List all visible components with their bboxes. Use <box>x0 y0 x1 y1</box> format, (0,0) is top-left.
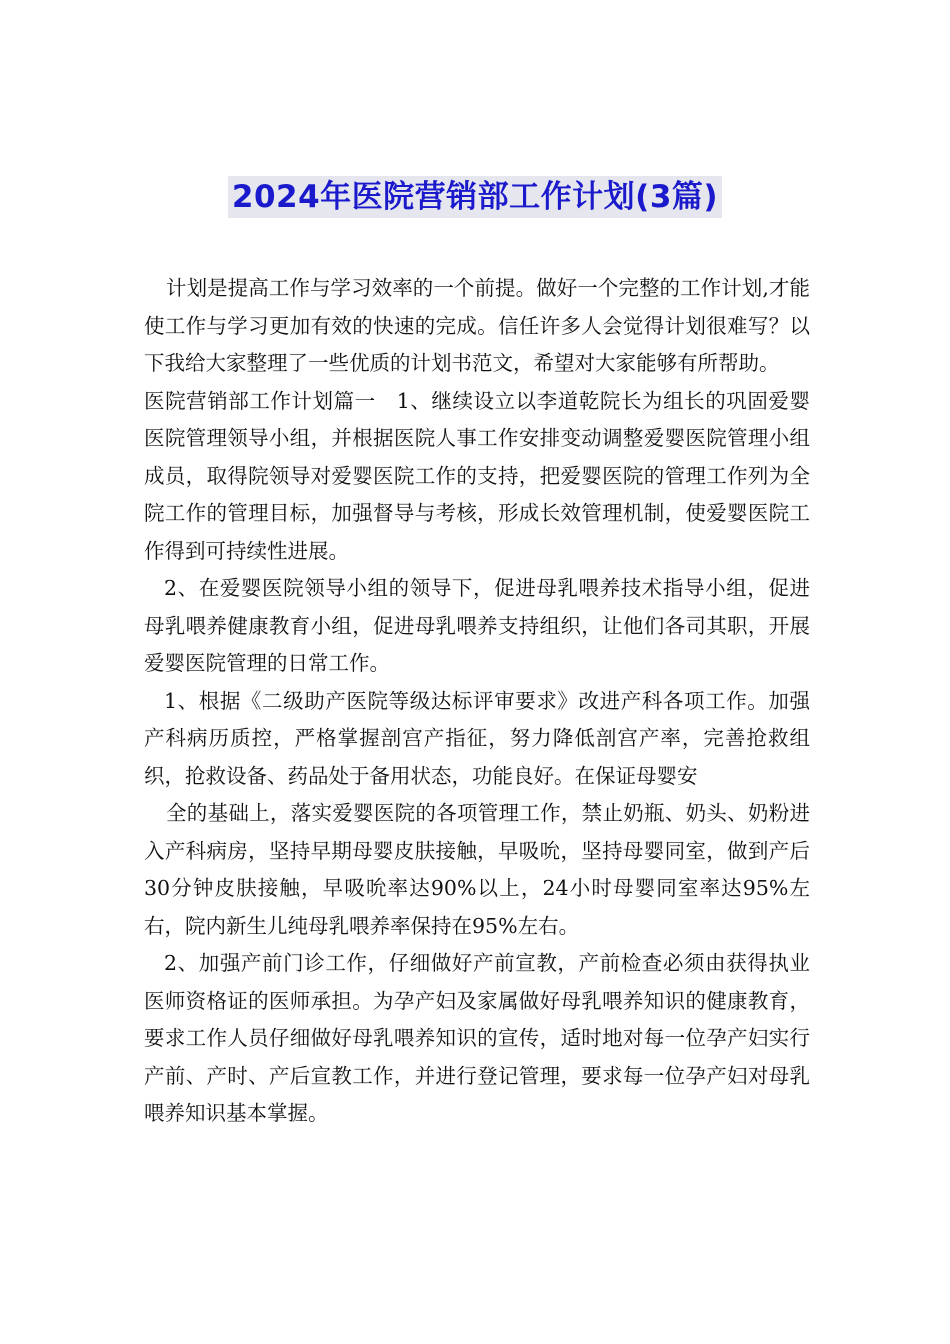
title-container <box>0 176 950 218</box>
obstetrics-paragraph: 1、根据《二级助产医院等级达标评审要求》改进产科各项工作。加强产科病历质控，严格掌握剖宫产指征，努力降低剖宫产率，完善抢救组织，抢救设备、药品处于备用状态，功能良好。在保证母婴安 <box>144 688 810 788</box>
prenatal-paragraph: 2、加强产前门诊工作，仔细做好产前宣教，产前检查必须由获得执业医师资格证的医师承担。为孕产妇及家属做好母乳喂养知识的健康教育，要求工作人员仔细做好母乳喂养知识的宣传，适时地对每一位孕产妇实行产前、产时、产后宣教工作，并进行登记管理，要求每一位孕产妇对母乳喂养知识基本掌握。 <box>144 951 810 1125</box>
section-one-paragraph: 医院营销部工作计划篇一 1、继续设立以李道乾院长为组长的巩固爱婴医院管理领导小组，并根据医院人事工作安排变动调整爱婴医院管理小组成员，取得院领导对爱婴医院工作的支持，把爱婴医院的管理工作列为全院工作的管理目标，加强督导与考核，形成长效管理机制，使爱婴医院工作得到可持续性进展。 <box>144 388 810 563</box>
leadership-paragraph: 2、在爱婴医院领导小组的领导下，促进母乳喂养技术指导小组，促进母乳喂养健康教育小组，促进母乳喂养支持组织，让他们各司其职，开展爱婴医院管理的日常工作。 <box>144 576 810 675</box>
intro-paragraph: 计划是提高工作与学习效率的一个前提。做好一个完整的工作计划,才能使工作与学习更加有效的快速的完成。信任许多人会觉得计划很难写？以下我给大家整理了一些优质的计划书范文，希望对大家能够有所帮助。 <box>144 276 810 375</box>
document-body <box>144 270 810 1133</box>
safety-paragraph: 全的基础上，落实爱婴医院的各项管理工作，禁止奶瓶、奶头、奶粉进入产科病房，坚持早期母婴皮肤接触，早吸吮，坚持母婴同室，做到产后30分钟皮肤接触，早吸吮率达90%以上，24小时母婴同室率达95%左右，院内新生儿纯母乳喂养率保持在95%左右。 <box>144 801 810 938</box>
document-title: 2024年医院营销部工作计划(3篇) <box>228 176 722 218</box>
